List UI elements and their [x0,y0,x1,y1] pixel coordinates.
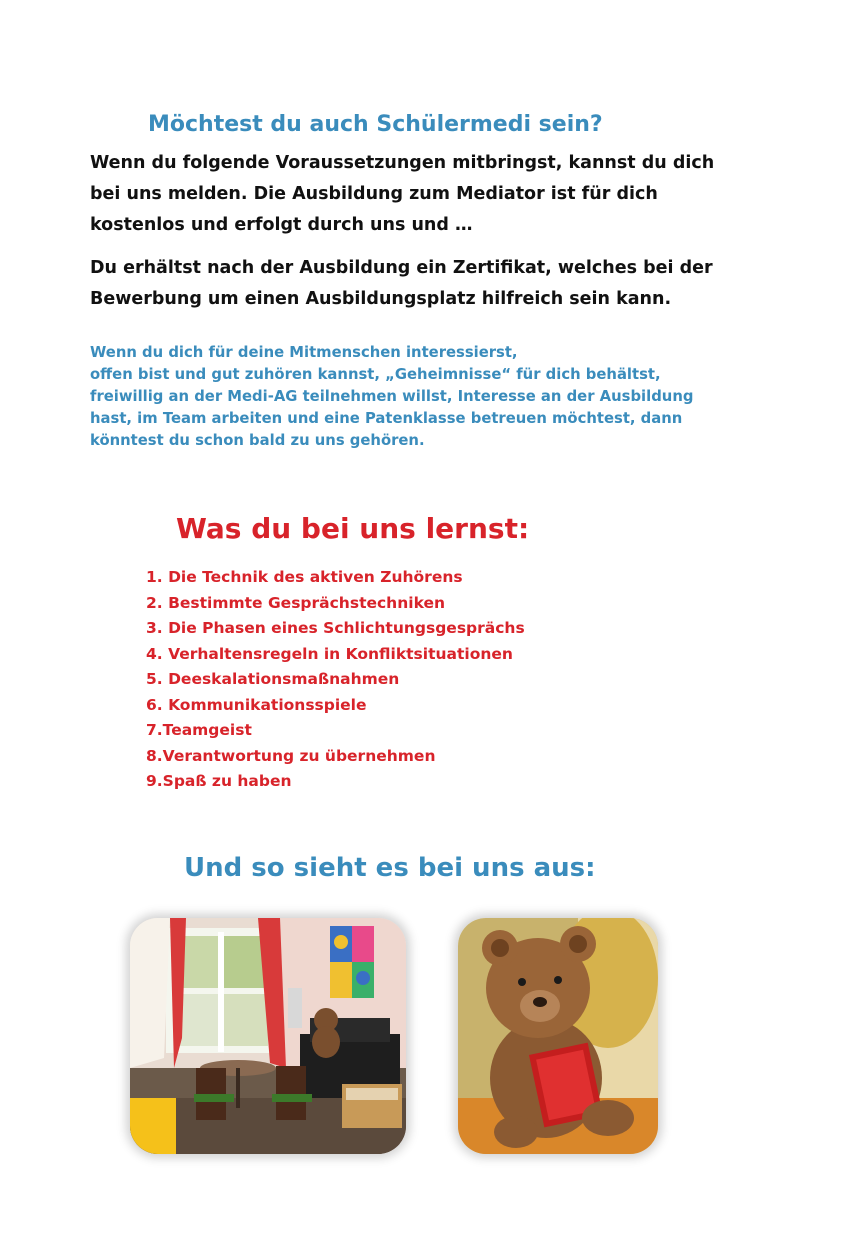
intro-paragraph [90,148,770,241]
learn-list-item: 5. Deeskalationsmaßnahmen [146,670,400,688]
requirements-line: Wenn du dich für deine Mitmenschen interessierst, [90,344,518,361]
requirements-line: freiwillig an der Medi-AG teilnehmen willst, Interesse an der Ausbildung [90,388,694,405]
learn-list-item: 9.Spaß zu haben [146,772,292,790]
intro-line: kostenlos und erfolgt durch uns und … [90,215,473,235]
learn-list-item: 7.Teamgeist [146,721,252,739]
certificate-line: Du erhältst nach der Ausbildung ein Zertifikat, welches bei der [90,258,713,278]
heading-what-you-learn: Was du bei uns lernst: [176,512,530,545]
learn-list-item: 1. Die Technik des aktiven Zuhörens [146,568,463,586]
heading-become-mediator: Möchtest du auch Schülermedi sein? [148,112,603,137]
certificate-line: Bewerbung um einen Ausbildungsplatz hilfreich sein kann. [90,289,672,309]
intro-line: Wenn du folgende Voraussetzungen mitbringst, kannst du dich [90,153,715,173]
requirements-line: offen bist und gut zuhören kannst, „Geheimnisse“ für dich behältst, [90,366,661,383]
learn-list-item: 6. Kommunikationsspiele [146,695,367,714]
requirements-line: hast, im Team arbeiten und eine Patenklasse betreuen möchtest, dann [90,410,683,427]
learn-list [146,565,525,795]
heading-how-it-looks: Und so sieht es bei uns aus: [184,853,596,883]
intro-line: bei uns melden. Die Ausbildung zum Mediator ist für dich [90,184,658,204]
learn-list-item: 2. Bestimmte Gesprächstechniken [146,593,446,612]
requirements-line: könntest du schon bald zu uns gehören. [90,432,425,449]
requirements-paragraph [90,342,693,452]
learn-list-item: 8.Verantwortung zu übernehmen [146,746,436,765]
mediation-room-photo [130,918,406,1154]
learn-list-item: 4. Verhaltensregeln in Konfliktsituationen [146,644,513,663]
learn-list-item: 3. Die Phasen eines Schlichtungsgesprächs [146,619,525,637]
teddy-bear-photo [458,918,658,1154]
certificate-paragraph [90,253,770,315]
